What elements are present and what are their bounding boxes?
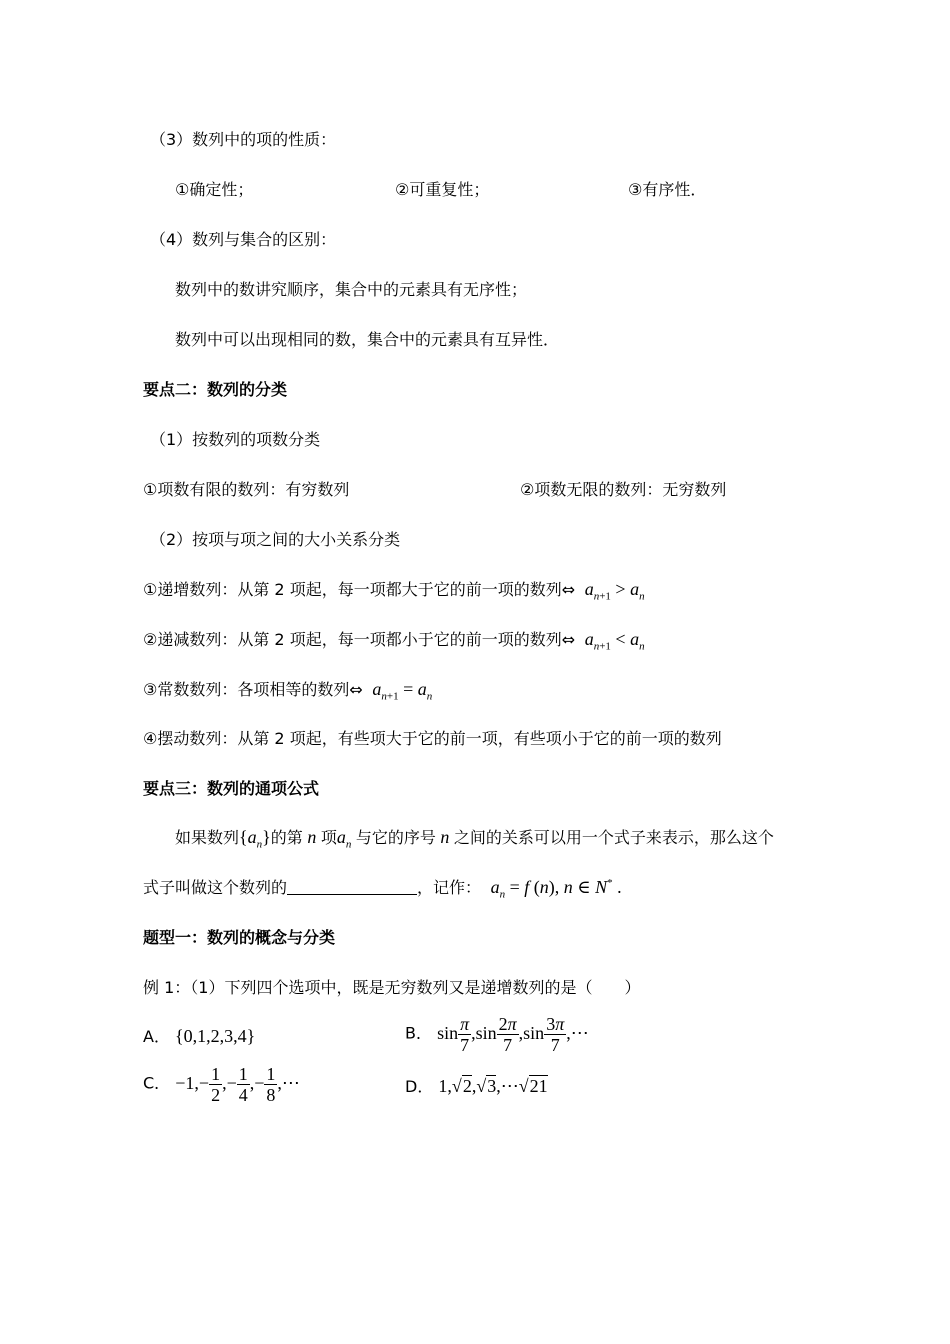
symbol-an: $a_n$ <box>336 827 352 851</box>
example-question: 例 1：（1）下列四个选项中，既是无穷数列又是递增数列的是（ ） <box>143 978 641 997</box>
infinite-sequence: ②项数无限的数列：无穷数列 <box>520 480 727 499</box>
fill-in-blank <box>287 878 417 895</box>
decreasing-text: ②递减数列：从第 2 项起，每一项都小于它的前一项的数列⇔ <box>143 630 576 649</box>
finite-sequence: ①项数有限的数列：有穷数列 <box>143 480 350 499</box>
increasing-text: ①递增数列：从第 2 项起，每一项都大于它的前一项的数列⇔ <box>143 580 576 599</box>
option-c-label: C． <box>143 1073 171 1093</box>
symbol-n: n <box>302 827 321 847</box>
option-d-math: 1,√2,√3,⋯√21 <box>438 1076 548 1096</box>
option-d <box>405 1074 548 1099</box>
general-formula-sentence <box>175 825 774 850</box>
option-c <box>143 1064 300 1108</box>
property-repeatability: ②可重复性； <box>395 180 490 199</box>
section-heading-type-one: 题型一：数列的概念与分类 <box>143 928 336 947</box>
option-c-math: −1,− $\frac{1}{2}$ ,− $\frac{1}{4}$ ,− $\frac{1}{8}$ ,⋯ <box>175 1064 300 1105</box>
gen-text-3: 项 <box>320 828 337 847</box>
symbol-n-2: n <box>435 827 454 847</box>
gen2-text-2: ，记作： <box>417 878 482 897</box>
decreasing-formula: $a_{n+1} < a_n$ <box>584 629 645 653</box>
property-heading: （3）数列中的项的性质： <box>150 130 337 149</box>
general-formula: $a_n = f$ (n), n ∈ N* . <box>490 877 622 901</box>
section-heading-classification: 要点二：数列的分类 <box>143 380 288 399</box>
property-determinacy: ①确定性； <box>175 180 254 199</box>
constant-formula: $a_{n+1} = a_n$ <box>372 679 433 703</box>
decreasing-sequence <box>143 627 645 652</box>
classification-by-size: （2）按项与项之间的大小关系分类 <box>150 530 401 549</box>
oscillating-sequence: ④摆动数列：从第 2 项起，有些项大于它的前一项，有些项小于它的前一项的数列 <box>143 729 722 748</box>
gen-text-1: 如果数列 <box>175 828 240 847</box>
gen2-text-1: 式子叫做这个数列的 <box>143 878 288 897</box>
classification-by-count: （1）按数列的项数分类 <box>150 430 321 449</box>
difference-order: 数列中的数讲究顺序，集合中的元素具有无序性； <box>175 280 528 299</box>
option-b <box>405 1014 589 1058</box>
constant-sequence <box>143 677 432 702</box>
option-d-label: D． <box>405 1077 434 1096</box>
option-a-label: A． <box>143 1027 170 1046</box>
gen-text-2: 的第 <box>270 828 303 847</box>
general-formula-notation <box>143 875 622 900</box>
option-a-math: {0,1,2,3,4} <box>175 1026 256 1046</box>
difference-heading: （4）数列与集合的区别： <box>150 230 337 249</box>
option-b-math: sin $\frac{\pi}{7}$ ,sin $\frac{2\pi}{7}$ ,sin $\frac{3\pi}{7}$ ,⋯ <box>437 1014 589 1055</box>
option-b-label: B． <box>405 1023 432 1043</box>
gen-text-5: 之间的关系可以用一个式子来表示，那么这个 <box>453 828 774 847</box>
property-order: ③有序性． <box>628 180 707 199</box>
sequence-set-symbol: $\{a_n\}$ <box>239 827 271 851</box>
difference-distinct: 数列中可以出现相同的数，集合中的元素具有互异性． <box>175 330 560 349</box>
increasing-formula: $a_{n+1} > a_n$ <box>584 579 645 603</box>
section-heading-general-formula: 要点三：数列的通项公式 <box>143 779 320 798</box>
increasing-sequence <box>143 577 645 602</box>
constant-text: ③常数数列：各项相等的数列⇔ <box>143 680 363 699</box>
gen-text-4: 与它的序号 <box>355 828 436 847</box>
option-a <box>143 1024 255 1049</box>
